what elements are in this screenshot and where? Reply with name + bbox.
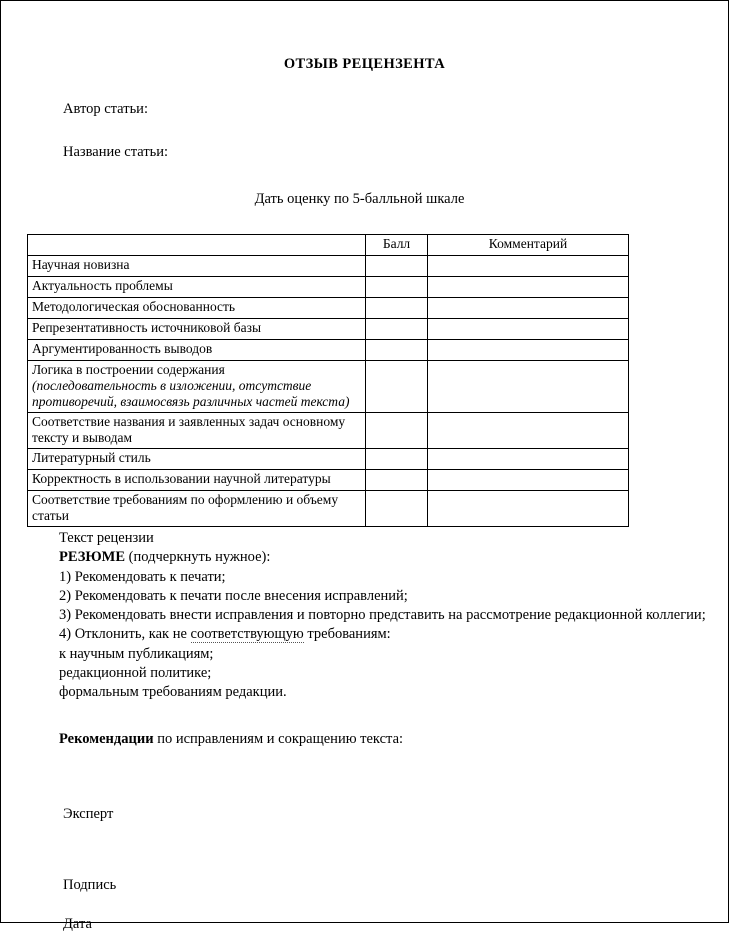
table-row (28, 298, 629, 319)
score-cell[interactable] (366, 413, 428, 449)
comment-cell[interactable] (428, 298, 629, 319)
score-cell[interactable] (366, 470, 428, 491)
recommendations-rest: по исправлениям и сокращению текста: (153, 730, 404, 747)
comment-cell[interactable] (428, 470, 629, 491)
table-header-row (28, 235, 629, 256)
criterion-label: Соответствие названия и заявленных задач основному тексту и выводам (28, 413, 366, 449)
criterion-main: Логика в построении содержания (32, 362, 225, 377)
criterion-label: Методологическая обоснованность (28, 298, 366, 319)
review-text-label: Текст рецензии (59, 529, 154, 546)
resume-option-4-suffix: требованиям: (303, 626, 391, 643)
resume-title: РЕЗЮМЕ (59, 549, 126, 566)
header-comment: Комментарий (428, 235, 629, 256)
comment-cell[interactable] (428, 449, 629, 470)
table-row (28, 361, 629, 413)
score-cell[interactable] (366, 256, 428, 277)
score-cell[interactable] (366, 491, 428, 527)
score-cell[interactable] (366, 298, 428, 319)
resume-option-4-prefix: 4) Отклонить, как не (59, 626, 191, 643)
score-cell[interactable] (366, 319, 428, 340)
criterion-label: Репрезентативность источниковой базы (28, 319, 366, 340)
score-cell[interactable] (366, 361, 428, 413)
table-row (28, 491, 629, 527)
table-row (28, 319, 629, 340)
resume-option-4[interactable] (59, 625, 728, 644)
comment-cell[interactable] (428, 491, 629, 527)
header-criterion (28, 235, 366, 256)
resume-option-4-underlined: соответствующую (190, 626, 304, 643)
comment-cell[interactable] (428, 340, 629, 361)
resume-title-suffix: (подчеркнуть нужное): (125, 549, 271, 566)
criterion-label: Актуальность проблемы (28, 277, 366, 298)
criterion-label: Научная новизна (28, 256, 366, 277)
resume-heading (59, 548, 728, 567)
score-cell[interactable] (366, 277, 428, 298)
criteria-table (27, 234, 629, 527)
table-row (28, 449, 629, 470)
table-row (28, 470, 629, 491)
criterion-label: Литературный стиль (28, 449, 366, 470)
resume-option-3[interactable]: 3) Рекомендовать внести исправления и повторно представить на рассмотрение редакционной коллегии; (59, 607, 706, 624)
comment-cell[interactable] (428, 277, 629, 298)
expert-label: Эксперт (63, 805, 114, 822)
criterion-label: Аргументированность выводов (28, 340, 366, 361)
scale-instruction: Дать оценку по 5-балльной шкале (254, 191, 465, 207)
table-row (28, 413, 629, 449)
recommendations-label: Рекомендации (59, 730, 154, 747)
table-row (28, 256, 629, 277)
criterion-label: Соответствие требованиям по оформлению и объему статьи (28, 491, 366, 527)
score-cell[interactable] (366, 449, 428, 470)
criterion-label: Корректность в использовании научной литературы (28, 470, 366, 491)
comment-cell[interactable] (428, 319, 629, 340)
resume-option-4-sub-2[interactable]: редакционной политике; (59, 664, 212, 681)
comment-cell[interactable] (428, 413, 629, 449)
document-content (1, 1, 728, 933)
resume-option-2[interactable]: 2) Рекомендовать к печати после внесения исправлений; (59, 587, 408, 604)
signature-label: Подпись (63, 876, 117, 893)
resume-option-1[interactable]: 1) Рекомендовать к печати; (59, 568, 226, 585)
score-cell[interactable] (366, 340, 428, 361)
resume-section (59, 529, 728, 703)
comment-cell[interactable] (428, 361, 629, 413)
table-row (28, 340, 629, 361)
criterion-label (28, 361, 366, 413)
resume-option-4-sub-1[interactable]: к научным публикациям; (59, 645, 214, 662)
date-label: Дата (63, 915, 92, 932)
table-row (28, 277, 629, 298)
page-title: ОТЗЫВ РЕЦЕНЗЕНТА (283, 56, 446, 72)
field-article-title-label: Название статьи: (63, 144, 169, 160)
resume-option-4-sub-3[interactable]: формальным требованиям редакции. (59, 684, 287, 701)
field-author-label: Автор статьи: (63, 101, 148, 117)
header-score: Балл (366, 235, 428, 256)
criterion-sub: (последовательность в изложении, отсутствие противоречий, взаимосвязь различных частей текста) (32, 377, 350, 410)
comment-cell[interactable] (428, 256, 629, 277)
recommendations-line (59, 731, 728, 748)
